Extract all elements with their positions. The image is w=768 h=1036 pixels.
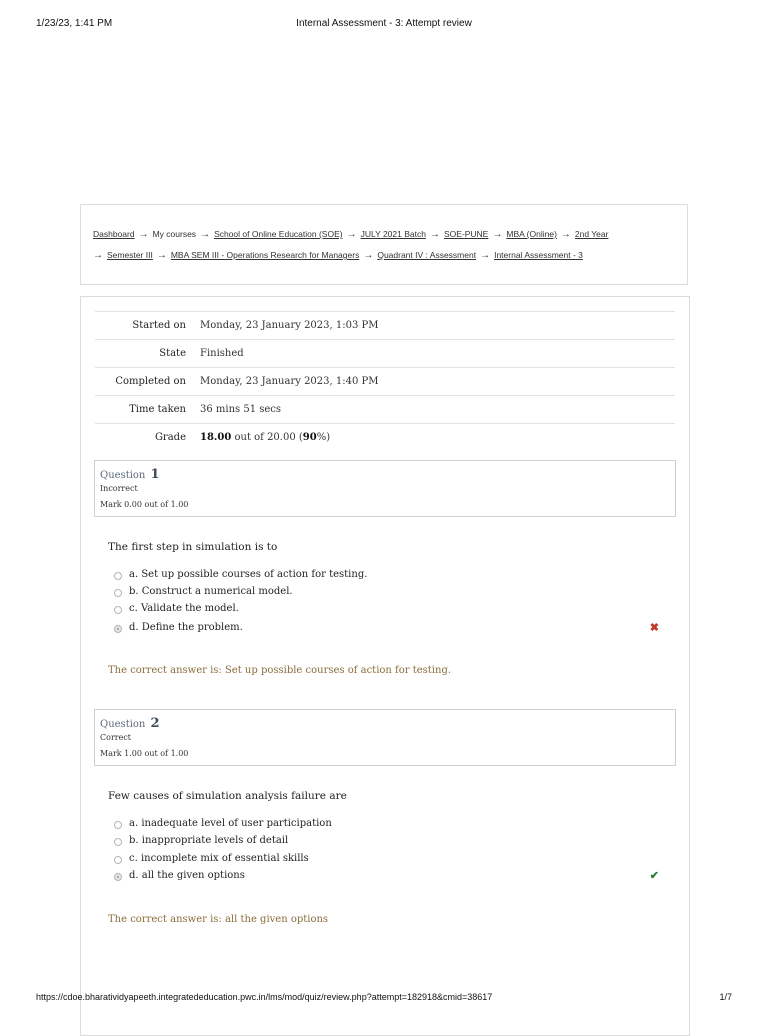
- grade-percent: 90: [302, 432, 317, 443]
- answer-option-text: b. inappropriate levels of detail: [129, 835, 289, 846]
- breadcrumb-2nd-year[interactable]: 2nd Year: [574, 229, 609, 239]
- question-label-text: Question: [100, 719, 149, 730]
- breadcrumb-batch[interactable]: JULY 2021 Batch: [360, 229, 426, 239]
- answer-option-text: a. Set up possible courses of action for testing.: [129, 569, 368, 580]
- answer-option: [114, 818, 659, 834]
- summary-row-grade: [95, 424, 675, 451]
- radio-button-selected[interactable]: [114, 873, 122, 881]
- summary-row-started: [95, 312, 675, 340]
- arrow-right-icon: →: [429, 229, 440, 240]
- question-state: Correct: [100, 733, 132, 742]
- summary-row-completed: [95, 368, 675, 396]
- correct-check-icon: ✔: [649, 869, 659, 882]
- answer-option-text: d. Define the problem.: [129, 622, 243, 633]
- radio-button[interactable]: [114, 606, 122, 614]
- answer-option: [114, 586, 659, 602]
- summary-value: 36 mins 51 secs: [200, 404, 282, 415]
- arrow-right-icon: →: [480, 250, 491, 261]
- summary-label: State: [159, 348, 186, 359]
- summary-row-time-taken: [95, 396, 675, 424]
- question-label: [100, 467, 160, 482]
- attempt-summary-table: [95, 311, 675, 451]
- question-mark: Mark 1.00 out of 1.00: [100, 749, 189, 758]
- summary-value: Monday, 23 January 2023, 1:03 PM: [200, 320, 379, 331]
- breadcrumb-internal-assessment[interactable]: Internal Assessment - 3: [494, 250, 583, 260]
- answer-option-text: d. all the given options: [129, 870, 245, 881]
- answer-option: [114, 569, 659, 585]
- attempt-review-panel: [80, 296, 690, 1036]
- arrow-right-icon: →: [560, 229, 571, 240]
- grade-score: 18.00: [200, 432, 232, 443]
- incorrect-cross-icon: ✖: [649, 621, 659, 634]
- arrow-right-icon: →: [363, 250, 374, 261]
- question-number: 2: [150, 716, 160, 731]
- print-footer: [36, 992, 732, 1006]
- question-info-2: [94, 709, 676, 766]
- breadcrumb-course[interactable]: MBA SEM III - Operations Research for Managers: [170, 250, 360, 260]
- breadcrumb-mba-online[interactable]: MBA (Online): [506, 229, 557, 239]
- print-page-number: 1/7: [719, 992, 732, 1002]
- summary-label: Time taken: [129, 404, 186, 415]
- summary-label: Completed on: [115, 376, 186, 387]
- print-date: 1/23/23, 1:41 PM: [36, 18, 113, 29]
- radio-button[interactable]: [114, 838, 122, 846]
- correct-answer-feedback: The correct answer is: Set up possible courses of action for testing.: [108, 665, 452, 676]
- summary-label: Started on: [132, 320, 186, 331]
- breadcrumb-quadrant-iv[interactable]: Quadrant IV : Assessment: [377, 250, 477, 260]
- print-header: [36, 18, 732, 32]
- arrow-right-icon: →: [346, 229, 357, 240]
- summary-row-state: [95, 340, 675, 368]
- arrow-right-icon: →: [138, 229, 149, 240]
- breadcrumb-semester-iii[interactable]: Semester III: [107, 250, 153, 260]
- answer-option-selected: [114, 870, 659, 886]
- question-info-1: [94, 460, 676, 517]
- breadcrumb-dashboard[interactable]: Dashboard: [93, 229, 135, 239]
- answer-option-text: a. inadequate level of user participation: [129, 818, 332, 829]
- question-state: Incorrect: [100, 484, 138, 493]
- arrow-right-icon: →: [492, 229, 503, 240]
- breadcrumb: [80, 204, 688, 285]
- summary-value: Finished: [200, 348, 244, 359]
- summary-label: Grade: [154, 432, 186, 443]
- question-number: 1: [150, 467, 160, 482]
- arrow-right-icon: →: [156, 250, 167, 261]
- breadcrumb-school[interactable]: School of Online Education (SOE): [214, 229, 343, 239]
- question-text: The first step in simulation is to: [108, 541, 278, 553]
- arrow-right-icon: →: [200, 229, 211, 240]
- breadcrumb-my-courses: My courses: [152, 229, 197, 239]
- radio-button-selected[interactable]: [114, 625, 122, 633]
- answer-option: [114, 603, 659, 619]
- grade-suffix: %): [316, 432, 331, 443]
- radio-button[interactable]: [114, 856, 122, 864]
- breadcrumb-line-2: [93, 250, 583, 261]
- question-label-text: Question: [100, 470, 149, 481]
- question-label: [100, 716, 160, 731]
- radio-button[interactable]: [114, 572, 122, 580]
- answer-option-text: c. incomplete mix of essential skills: [129, 853, 309, 864]
- print-title: Internal Assessment - 3: Attempt review: [296, 18, 472, 29]
- grade-out-of: out of 20.00 (: [231, 432, 303, 443]
- answer-option: [114, 853, 659, 869]
- summary-value: Monday, 23 January 2023, 1:40 PM: [200, 376, 379, 387]
- question-text: Few causes of simulation analysis failure are: [108, 790, 347, 802]
- breadcrumb-line-1: [93, 229, 608, 240]
- breadcrumb-soe-pune[interactable]: SOE-PUNE: [443, 229, 489, 239]
- answer-option-text: b. Construct a numerical model.: [129, 586, 293, 597]
- answer-option: [114, 835, 659, 851]
- radio-button[interactable]: [114, 821, 122, 829]
- answer-option-text: c. Validate the model.: [129, 603, 239, 614]
- arrow-right-icon: →: [93, 250, 103, 261]
- question-mark: Mark 0.00 out of 1.00: [100, 500, 189, 509]
- answer-option-selected: [114, 622, 659, 638]
- radio-button[interactable]: [114, 589, 122, 597]
- grade-value: [200, 432, 330, 443]
- correct-answer-feedback: The correct answer is: all the given options: [108, 914, 329, 925]
- print-url: https://cdoe.bharatividyapeeth.integratededucation.pwc.in/lms/mod/quiz/review.php?attempt=182918&cmid=38617: [36, 992, 493, 1002]
